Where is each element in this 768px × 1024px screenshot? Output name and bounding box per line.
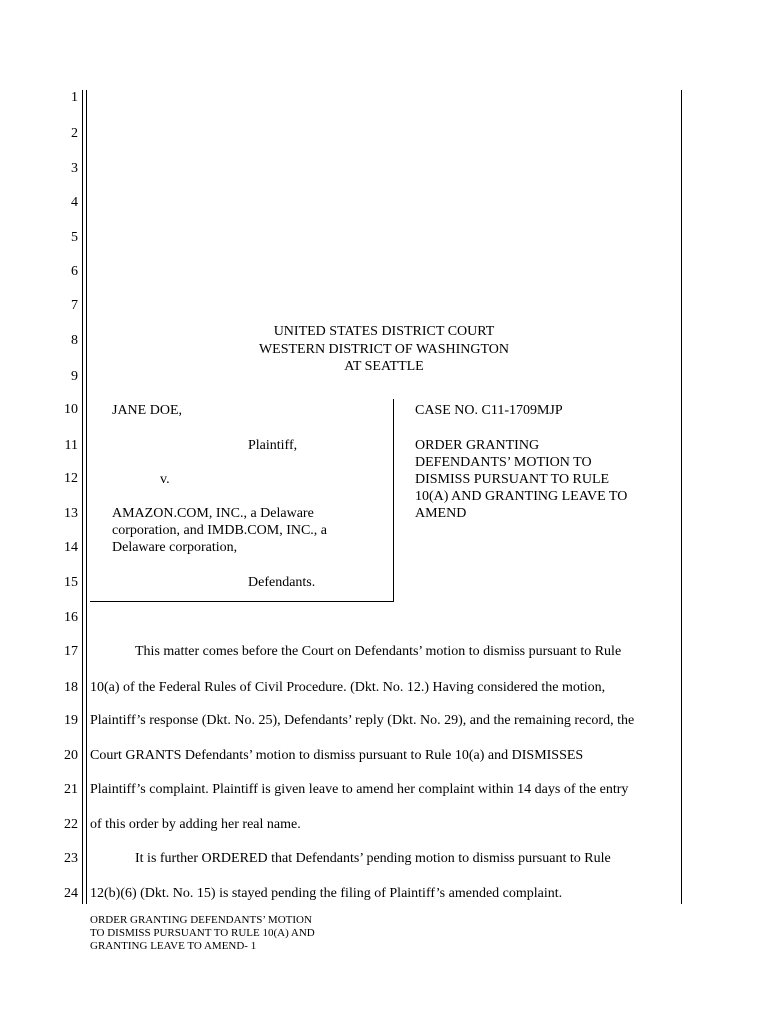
court-district: WESTERN DISTRICT OF WASHINGTON [258, 342, 510, 357]
plaintiff-role: Plaintiff, [248, 438, 298, 453]
line-number: 16 [64, 610, 78, 625]
line-number: 11 [64, 438, 78, 453]
line-number: 13 [64, 506, 78, 521]
line-number: 24 [64, 886, 78, 901]
left-margin-rule-outer [82, 90, 83, 904]
line-number: 15 [64, 575, 78, 590]
line-number: 7 [71, 298, 78, 313]
line-number: 20 [64, 748, 78, 763]
body-line-19: Plaintiff’s response (Dkt. No. 25), Defendants’ reply (Dkt. No. 29), and the remaining record, the [90, 713, 635, 728]
line-number: 18 [64, 680, 78, 695]
caption-bottom-rule [90, 601, 394, 602]
line-number: 10 [64, 402, 78, 417]
line-number: 23 [64, 851, 78, 866]
line-number: 4 [71, 195, 78, 210]
footer-line-2: TO DISMISS PURSUANT TO RULE 10(A) AND [90, 927, 315, 939]
plaintiff-name: JANE DOE, [112, 403, 182, 418]
line-number: 8 [71, 333, 78, 348]
case-number: CASE NO. C11-1709MJP [415, 403, 563, 418]
page-footer [90, 914, 315, 953]
defendant-role: Defendants. [248, 575, 316, 590]
body-line-17: This matter comes before the Court on Defendants’ motion to dismiss pursuant to Rule [135, 644, 622, 659]
order-title-line-4: 10(A) AND GRANTING LEAVE TO [415, 489, 628, 504]
body-line-18: 10(a) of the Federal Rules of Civil Procedure. (Dkt. No. 12.) Having considered the motion, [90, 680, 606, 695]
defendant-line-3: Delaware corporation, [112, 540, 238, 555]
defendant-line-1: AMAZON.COM, INC., a Delaware [112, 506, 314, 521]
order-title-line-2: DEFENDANTS’ MOTION TO [415, 455, 592, 470]
right-margin-rule [681, 90, 682, 904]
court-name: UNITED STATES DISTRICT COURT [273, 324, 495, 339]
caption-divider [393, 399, 394, 602]
order-title-line-5: AMEND [415, 506, 467, 521]
court-location: AT SEATTLE [344, 359, 424, 374]
line-number: 1 [71, 90, 78, 105]
body-line-23: It is further ORDERED that Defendants’ pending motion to dismiss pursuant to Rule [135, 851, 611, 866]
line-number: 22 [64, 817, 78, 832]
footer-line-1: ORDER GRANTING DEFENDANTS’ MOTION [90, 914, 312, 926]
line-number: 2 [71, 126, 78, 141]
body-line-21: Plaintiff’s complaint. Plaintiff is given leave to amend her complaint within 14 days of the entry [90, 782, 629, 797]
line-number: 12 [64, 471, 78, 486]
body-line-24: 12(b)(6) (Dkt. No. 15) is stayed pending the filing of Plaintiff’s amended complaint. [90, 886, 563, 901]
defendant-line-2: corporation, and IMDB.COM, INC., a [112, 523, 328, 538]
order-title-line-1: ORDER GRANTING [415, 438, 540, 453]
order-title-line-3: DISMISS PURSUANT TO RULE [415, 472, 610, 487]
line-number: 19 [64, 713, 78, 728]
versus: v. [160, 472, 170, 487]
footer-line-3: GRANTING LEAVE TO AMEND- 1 [90, 940, 257, 952]
left-margin-rule-inner [86, 90, 87, 904]
line-number: 3 [71, 161, 78, 176]
body-line-22: of this order by adding her real name. [90, 817, 301, 832]
line-number: 6 [71, 264, 78, 279]
line-number: 5 [71, 230, 78, 245]
line-number: 21 [64, 782, 78, 797]
body-line-20: Court GRANTS Defendants’ motion to dismiss pursuant to Rule 10(a) and DISMISSES [90, 748, 584, 763]
line-number: 17 [64, 644, 78, 659]
line-number: 9 [71, 369, 78, 384]
line-number: 14 [64, 540, 78, 555]
